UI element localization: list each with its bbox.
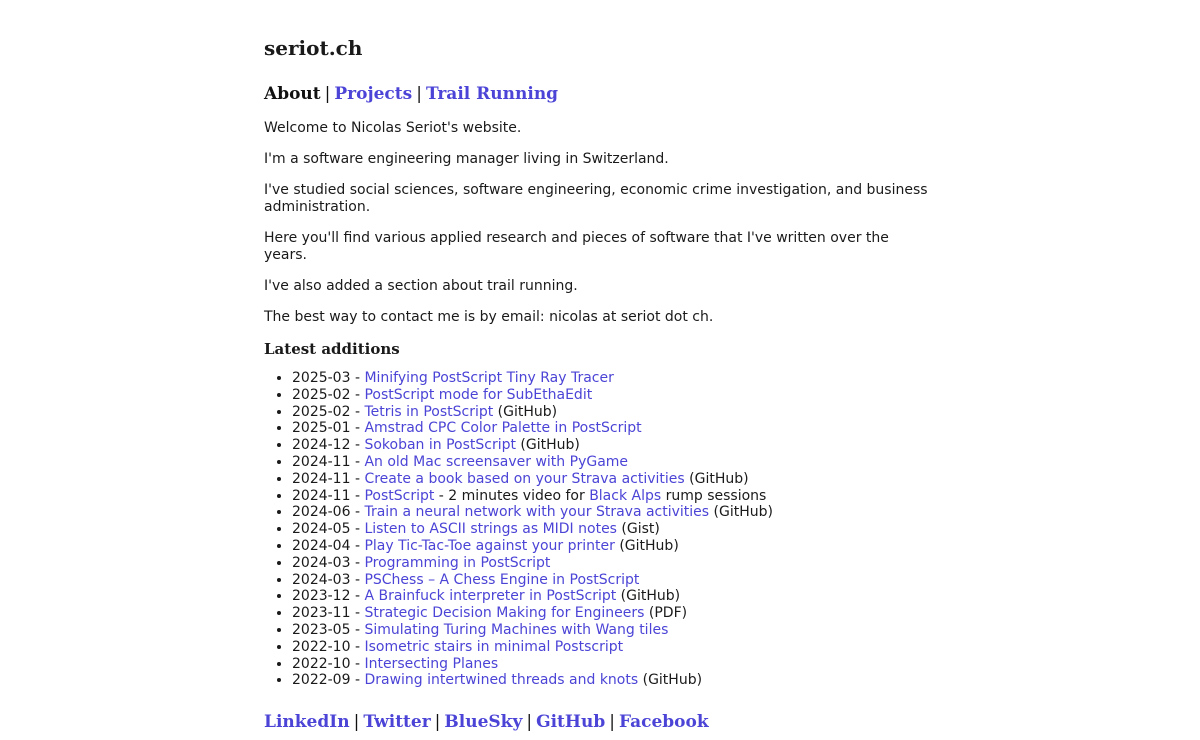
intro-research: Here you'll find various applied research and pieces of software that I've written over the years.: [264, 230, 889, 263]
item-link[interactable]: PostScript: [364, 487, 435, 504]
list-item: • 2024-05 - Listen to ASCII strings as MIDI notes (Gist): [292, 521, 934, 538]
list-item: • 2022-10 - Isometric stairs in minimal Postscript: [292, 639, 934, 656]
list-item: • 2024-03 - Programming in PostScript: [292, 555, 934, 572]
nav-separator: |: [416, 84, 422, 104]
list-item: • 2024-12 - Sokoban in PostScript (GitHub): [292, 437, 934, 454]
facebook-link[interactable]: Facebook: [618, 712, 709, 733]
item-link[interactable]: Minifying PostScript Tiny Ray Tracer: [364, 370, 614, 386]
about-content: [264, 120, 934, 689]
main-nav: [264, 82, 934, 106]
list-item: • 2022-09 - Drawing intertwined threads and knots (GitHub): [292, 672, 934, 689]
item-date: 2024-12: [292, 437, 351, 454]
list-item: • 2025-02 - PostScript mode for SubEthaEdit: [292, 387, 934, 404]
item-note: (GitHub): [493, 403, 558, 420]
item-note: rump sessions: [661, 487, 767, 504]
footer-separator: |: [434, 712, 441, 733]
item-link[interactable]: Play Tic-Tac-Toe against your printer: [364, 537, 615, 554]
intro-studies: I've studied social sciences, software engineering, economic crime investigation, and business administration.: [264, 182, 928, 215]
item-date: 2024-03: [292, 571, 351, 588]
item-link[interactable]: Tetris in PostScript: [364, 403, 494, 420]
item-note: - 2 minutes video for: [434, 487, 590, 504]
item-link[interactable]: Create a book based on your Strava activities: [364, 470, 685, 487]
item-link[interactable]: An old Mac screensaver with PyGame: [364, 453, 629, 470]
item-link[interactable]: PostScript mode for SubEthaEdit: [364, 386, 593, 403]
footer-separator: |: [353, 712, 360, 733]
item-link[interactable]: PSChess – A Chess Engine in PostScript: [364, 571, 640, 588]
item-date: 2025-02: [292, 403, 351, 420]
nav-projects-link[interactable]: Projects: [334, 84, 413, 104]
item-note: (GitHub): [614, 537, 679, 554]
list-item: • 2023-11 - Strategic Decision Making for Engineers (PDF): [292, 605, 934, 622]
item-note: (Gist): [616, 521, 660, 538]
item-date: 2024-06: [292, 504, 351, 521]
item-note: (PDF): [644, 605, 688, 622]
list-item: • 2024-06 - Train a neural network with your Strava activities (GitHub): [292, 504, 934, 521]
latest-additions-list: [264, 370, 934, 689]
item-link[interactable]: Amstrad CPC Color Palette in PostScript: [364, 420, 642, 437]
list-item: • 2023-05 - Simulating Turing Machines with Wang tiles: [292, 622, 934, 639]
list-item: • 2025-02 - Tetris in PostScript (GitHub): [292, 404, 934, 421]
latest-additions-heading: Latest additions: [264, 340, 400, 358]
bluesky-link[interactable]: BlueSky: [444, 712, 523, 733]
item-date: 2024-05: [292, 521, 351, 538]
list-item: • 2025-01 - Amstrad CPC Color Palette in PostScript: [292, 420, 934, 437]
linkedin-link[interactable]: LinkedIn: [264, 712, 350, 733]
item-link-secondary[interactable]: Black Alps: [589, 487, 662, 504]
item-note: (GitHub): [515, 437, 580, 454]
list-item: • 2024-11 - Create a book based on your Strava activities (GitHub): [292, 471, 934, 488]
item-date: 2024-04: [292, 537, 351, 554]
item-date: 2023-11: [292, 605, 351, 622]
social-links: [264, 711, 934, 733]
item-link[interactable]: Sokoban in PostScript: [364, 437, 516, 454]
footer-separator: |: [526, 712, 533, 733]
item-date: 2024-11: [292, 487, 351, 504]
page: [264, 34, 934, 733]
item-date: 2022-09: [292, 672, 351, 689]
item-note: (GitHub): [709, 504, 773, 521]
github-link[interactable]: GitHub: [536, 712, 606, 733]
item-link[interactable]: Strategic Decision Making for Engineers: [364, 605, 645, 622]
list-item: • 2025-03 - Minifying PostScript Tiny Ray Tracer: [292, 370, 934, 387]
list-item: • 2024-11 - PostScript - 2 minutes video for Black Alps rump sessions: [292, 488, 934, 505]
intro-trail: I've also added a section about trail running.: [264, 278, 578, 294]
item-date: 2023-05: [292, 621, 351, 638]
intro-welcome: Welcome to Nicolas Seriot's website.: [264, 120, 522, 136]
nav-trail-running-link[interactable]: Trail Running: [425, 84, 559, 104]
item-link[interactable]: Listen to ASCII strings as MIDI notes: [364, 521, 617, 538]
list-item: • 2024-11 - An old Mac screensaver with PyGame: [292, 454, 934, 471]
item-note: (GitHub): [684, 470, 749, 487]
item-date: 2024-03: [292, 554, 351, 571]
item-date: 2025-02: [292, 386, 351, 403]
intro-role: I'm a software engineering manager living in Switzerland.: [264, 151, 669, 167]
item-link[interactable]: Drawing intertwined threads and knots: [364, 672, 639, 689]
site-title: seriot.ch: [264, 36, 363, 60]
item-link[interactable]: Simulating Turing Machines with Wang tiles: [364, 621, 669, 638]
item-note: (GitHub): [638, 672, 703, 689]
item-link[interactable]: Train a neural network with your Strava activities: [364, 504, 710, 521]
item-link[interactable]: Isometric stairs in minimal Postscript: [364, 638, 624, 655]
list-item: • 2023-12 - A Brainfuck interpreter in PostScript (GitHub): [292, 588, 934, 605]
item-date: 2022-10: [292, 638, 351, 655]
item-date: 2022-10: [292, 655, 351, 672]
twitter-link[interactable]: Twitter: [363, 712, 431, 733]
intro-contact: The best way to contact me is by email: nicolas at seriot dot ch.: [264, 309, 714, 325]
item-date: 2024-11: [292, 453, 351, 470]
item-date: 2024-11: [292, 470, 351, 487]
item-note: (GitHub): [616, 588, 681, 605]
nav-about: About: [264, 84, 321, 104]
item-link[interactable]: A Brainfuck interpreter in PostScript: [364, 588, 617, 605]
item-date: 2025-03: [292, 370, 351, 386]
footer-separator: |: [609, 712, 615, 733]
nav-separator: |: [324, 84, 331, 104]
item-date: 2025-01: [292, 420, 351, 437]
list-item: • 2022-10 - Intersecting Planes: [292, 656, 934, 673]
list-item: • 2024-03 - PSChess – A Chess Engine in PostScript: [292, 572, 934, 589]
item-link[interactable]: Intersecting Planes: [364, 655, 499, 672]
item-link[interactable]: Programming in PostScript: [364, 554, 551, 571]
list-item: • 2024-04 - Play Tic-Tac-Toe against your printer (GitHub): [292, 538, 934, 555]
item-date: 2023-12: [292, 588, 351, 605]
